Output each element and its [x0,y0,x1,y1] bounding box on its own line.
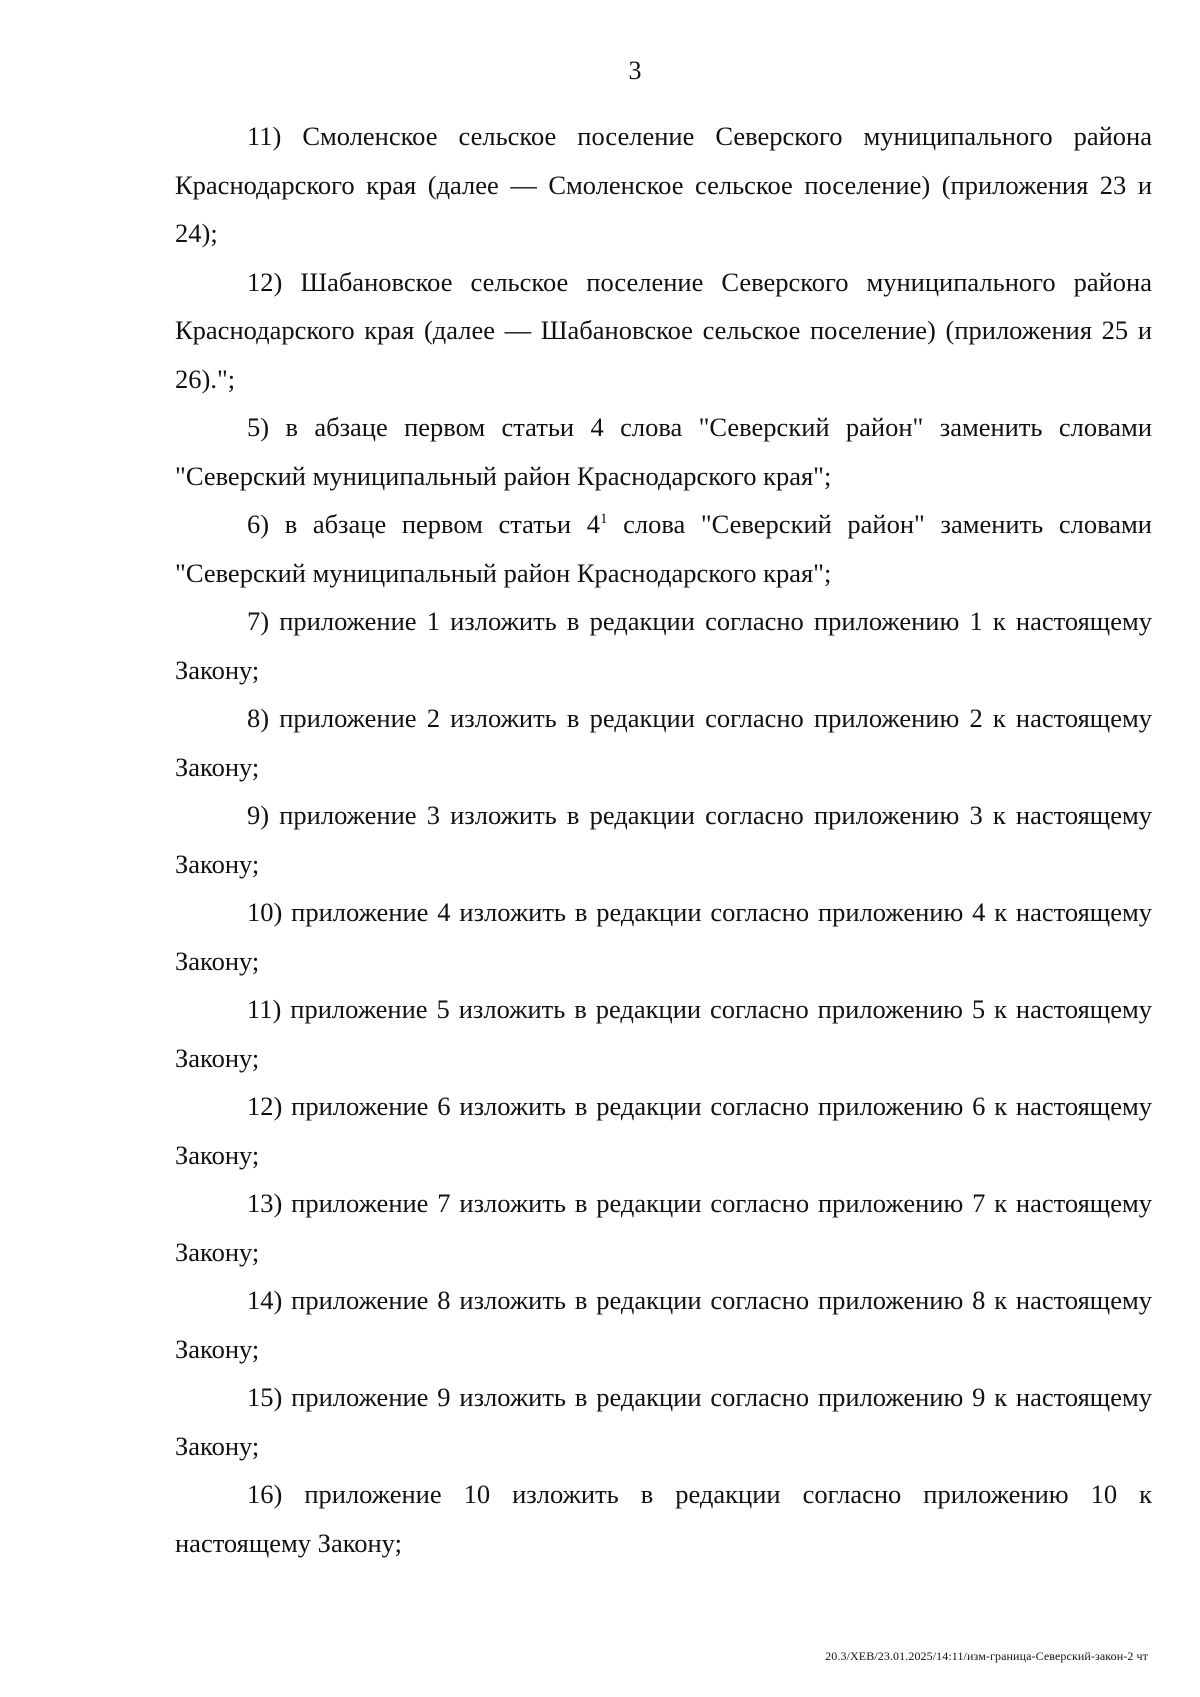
paragraph-amendment-6-after: слова "Северский район" заменить словами "Северский муниципальный район Краснодарского края"; [175,509,1152,588]
paragraph-amendment-13: 13) приложение 7 изложить в редакции согласно приложению 7 к настоящему Закону; [175,1188,1152,1267]
paragraph-amendment-11: 11) приложение 5 изложить в редакции согласно приложению 5 к настоящему Закону; [175,994,1152,1073]
paragraph-amendment-12: 12) приложение 6 изложить в редакции согласно приложению 6 к настоящему Закону; [175,1091,1152,1170]
paragraph-amendment-5: 5) в абзаце первом статьи 4 слова "Северский район" заменить словами "Северский муниципальный район Краснодарского края"; [175,412,1152,491]
paragraph-amendment-16: 16) приложение 10 изложить в редакции согласно приложению 10 к настоящему Закону; [175,1479,1152,1558]
paragraph-item-12-shabanovskoe: 12) Шабановское сельское поселение Северского муниципального района Краснодарского края (далее — Шабановское сельское поселение) (приложения 25 и 26)."; [175,266,1152,394]
page-number: 3 [628,56,642,85]
paragraph-amendment-15: 15) приложение 9 изложить в редакции согласно приложению 9 к настоящему Закону; [175,1382,1152,1461]
paragraph-amendment-7: 7) приложение 1 изложить в редакции согласно приложению 1 к настоящему Закону; [175,606,1152,685]
paragraph-amendment-8: 8) приложение 2 изложить в редакции согласно приложению 2 к настоящему Закону; [175,703,1152,782]
paragraph-item-11-smolenskoe: 11) Смоленское сельское поселение Северского муниципального района Краснодарского края (далее — Смоленское сельское поселение) (приложения 23 и 24); [175,121,1152,248]
article-superscript: 1 [599,511,608,528]
paragraph-amendment-6-before: 6) в абзаце первом статьи 4 [247,509,600,539]
paragraph-amendment-9: 9) приложение 3 изложить в редакции согласно приложению 3 к настоящему Закону; [175,800,1152,879]
document-body [175,112,1152,1567]
document-footer-code: 20.3/ХЕВ/23.01.2025/14:11/изм-граница-Северский-закон-2 чт [825,1649,1148,1663]
paragraph-amendment-10: 10) приложение 4 изложить в редакции согласно приложению 4 к настоящему Закону; [175,897,1152,976]
paragraph-amendment-14: 14) приложение 8 изложить в редакции согласно приложению 8 к настоящему Закону; [175,1285,1152,1364]
paragraph-amendment-6 [175,500,1152,597]
